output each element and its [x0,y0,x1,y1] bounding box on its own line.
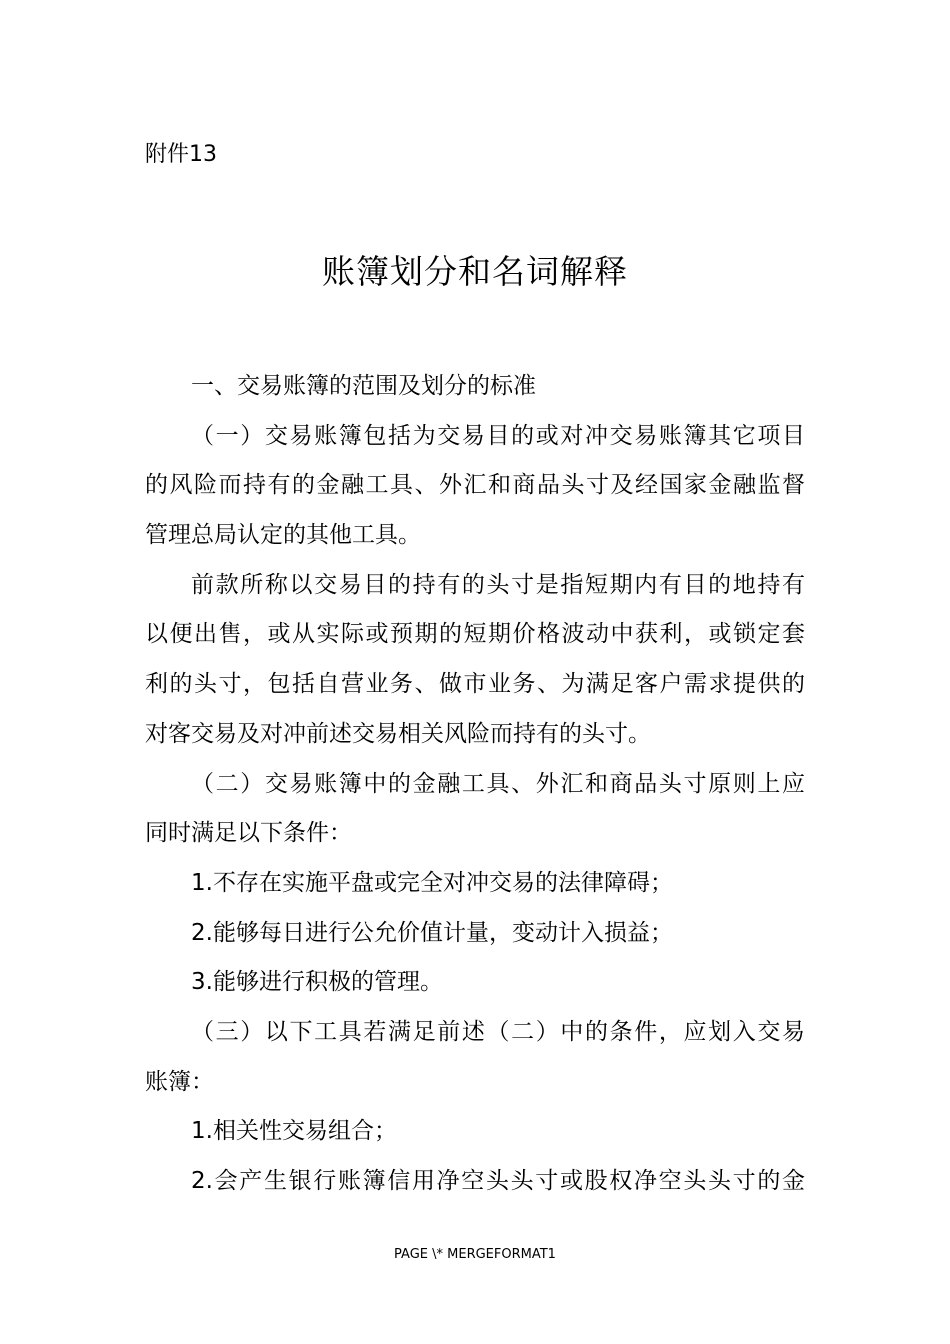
page-footer: PAGE \* MERGEFORMAT1 [394,1247,556,1262]
text-line: 1.不存在实施平盘或完全对冲交易的法律障碍； [191,869,673,896]
text-line: 3.能够进行积极的管理。 [191,969,443,996]
text-line: 2.能够每日进行公允价值计量，变动计入损益； [191,919,673,946]
text-line: 前款所称以交易目的持有的头寸是指短期内有目的地持有 [191,571,805,598]
text-line: （二）交易账簿中的金融工具、外汇和商品头寸原则上应 [191,770,805,797]
text-line: 以便出售，或从实际或预期的短期价格波动中获利，或锁定套 [145,621,805,648]
text-line: 的风险而持有的金融工具、外汇和商品头寸及经国家金融监督 [145,472,805,499]
text-line: 2.会产生银行账簿信用净空头头寸或股权净空头头寸的金 [191,1168,805,1194]
text-line: 1.相关性交易组合； [191,1118,397,1145]
attachment-label: 附件13 [145,142,217,167]
text-line: （三）以下工具若满足前述（二）中的条件，应划入交易 [191,1018,805,1045]
text-line: （一）交易账簿包括为交易目的或对冲交易账簿其它项目 [191,422,805,449]
section-heading: 一、交易账簿的范围及划分的标准 [191,373,536,399]
document-title: 账簿划分和名词解释 [322,252,628,291]
document-body [145,362,805,1207]
text-line: 账簿： [145,1068,214,1095]
text-line: 管理总局认定的其他工具。 [145,522,421,549]
text-line: 利的头寸，包括自营业务、做市业务、为满足客户需求提供的 [145,671,805,698]
text-line: 对客交易及对冲前述交易相关风险而持有的头寸。 [145,720,651,747]
text-line: 同时满足以下条件： [145,820,352,847]
